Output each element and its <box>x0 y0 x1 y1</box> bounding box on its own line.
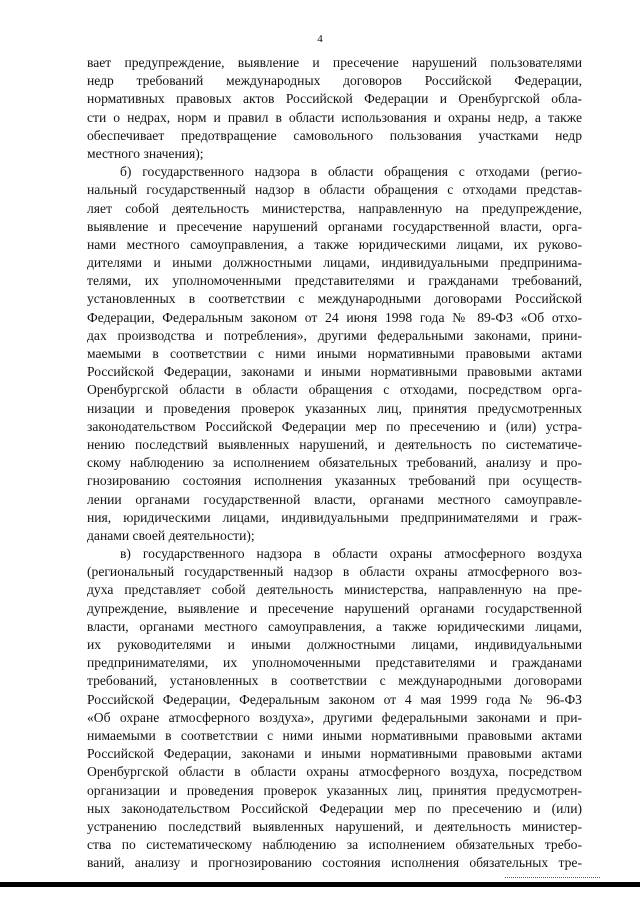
text-line: Российской Федерации, законами и иными нормативными правовыми актами <box>87 364 582 380</box>
text-line: ных законодательством Российской Федерации мер по пресечению и (или) <box>87 800 582 816</box>
text-line: их руководителями и иными должностными лицами, индивидуальными <box>87 637 582 652</box>
text-line: ства по систематическому наблюдению за исполнением обязательных требо- <box>87 837 582 853</box>
bottom-border-line <box>0 882 640 887</box>
text-line: лении органами государственной власти, органами местного самоуправле- <box>87 491 582 507</box>
text-line: нормативных правовых актов Российской Федерации и Оренбургской обла- <box>87 91 582 107</box>
paragraph-start-line: б) государственного надзора в области обращения с отходами (регио- <box>120 164 582 180</box>
text-line: выявление и пресечение нарушений органами государственной власти, орга- <box>87 218 582 234</box>
text-line: организации и проведения проверок указанных лиц, принятия предусмотрен- <box>87 782 582 798</box>
text-line: Российской Федерации, Федеральным законом от 4 мая 1999 года № 96-ФЗ <box>87 691 582 707</box>
text-line: Российской Федерации, законами и иными нормативными правовыми актами <box>87 746 582 762</box>
text-line: телями, их уполномоченными представителями и гражданами требований, <box>87 273 582 289</box>
text-line: нимаемыми в соответствии с ними иными нормативными правовыми актами <box>87 727 582 743</box>
document-body <box>87 54 582 872</box>
text-line: недр требований международных договоров Российской Федерации, <box>87 73 582 89</box>
text-line: законодательством Российской Федерации мер по пресечению и (или) устра- <box>87 418 582 434</box>
text-line: (региональный государственный надзор в области охраны атмосферного воз- <box>87 564 582 580</box>
scan-artifact <box>505 877 600 881</box>
text-line: требований, установленных в соответствии с международными договорами <box>87 673 582 689</box>
text-line: низации и проведения проверок указанных лиц, принятия предусмотренных <box>87 400 582 416</box>
text-line: обеспечивает предотвращение самовольного пользования участками недр <box>87 127 582 143</box>
text-line: нальный государственный надзор в области обращения с отходами представ- <box>87 182 582 198</box>
text-line: нами местного самоуправления, а также юридическими лицами, их руково- <box>87 236 582 252</box>
text-line: местного значения); <box>87 145 204 161</box>
text-line: духа представляет собой деятельность министерства, направленную на пре- <box>87 582 582 598</box>
text-line: дах производства и потребления», другими федеральными законами, прини- <box>87 327 582 343</box>
text-line: вает предупреждение, выявление и пресечение нарушений пользователями <box>87 55 582 70</box>
text-line: ляет собой деятельность министерства, направленную на предупреждение, <box>87 200 582 216</box>
text-line: нению последствий выявленных нарушений, и деятельность по систематиче- <box>87 436 582 452</box>
text-line: устранению последствий выявленных нарушений, и деятельность министер- <box>87 818 582 834</box>
page-number: 4 <box>317 33 323 45</box>
text-line: Оренбургской области в области охраны атмосферного воздуха, посредством <box>87 764 582 780</box>
text-line: маемыми в соответствии с ними иными нормативными правовыми актами <box>87 346 582 361</box>
text-line: гнозированию состояния исполнения указанных требований при осуществ- <box>87 473 582 489</box>
text-line: скому наблюдению за исполнением обязательных требований, анализу и про- <box>87 455 582 471</box>
text-line: Федерации, Федеральным законом от 24 июня 1998 года № 89-ФЗ «Об отхо- <box>87 309 582 325</box>
text-line: ния, юридическими лицами, индивидуальными предпринимателями и граж- <box>87 509 582 525</box>
text-line: установленных в соответствии с международными договорами Российской <box>87 291 582 307</box>
text-line: дупреждение, выявление и пресечение нарушений органами государственной <box>87 600 582 616</box>
text-line: ваний, анализу и прогнозированию состояния исполнения обязательных тре- <box>87 855 582 871</box>
text-line: власти, органами местного самоуправления, а также юридическими лицами, <box>87 618 582 634</box>
text-line: предпринимателями, их уполномоченными представителями и гражданами <box>87 655 582 671</box>
paragraph-start-line: в) государственного надзора в области охраны атмосферного воздуха <box>120 546 582 562</box>
text-line: данами своей деятельности); <box>87 527 255 543</box>
text-line: Оренбургской области в области обращения с отходами, посредством орга- <box>87 382 582 398</box>
text-line: сти о недрах, норм и правил в области использования и охраны недр, а также <box>87 109 582 125</box>
text-line: «Об охране атмосферного воздуха», другими федеральными законами и при- <box>87 709 582 725</box>
text-line: дителями и иными должностными лицами, индивидуальными предпринима- <box>87 255 582 271</box>
